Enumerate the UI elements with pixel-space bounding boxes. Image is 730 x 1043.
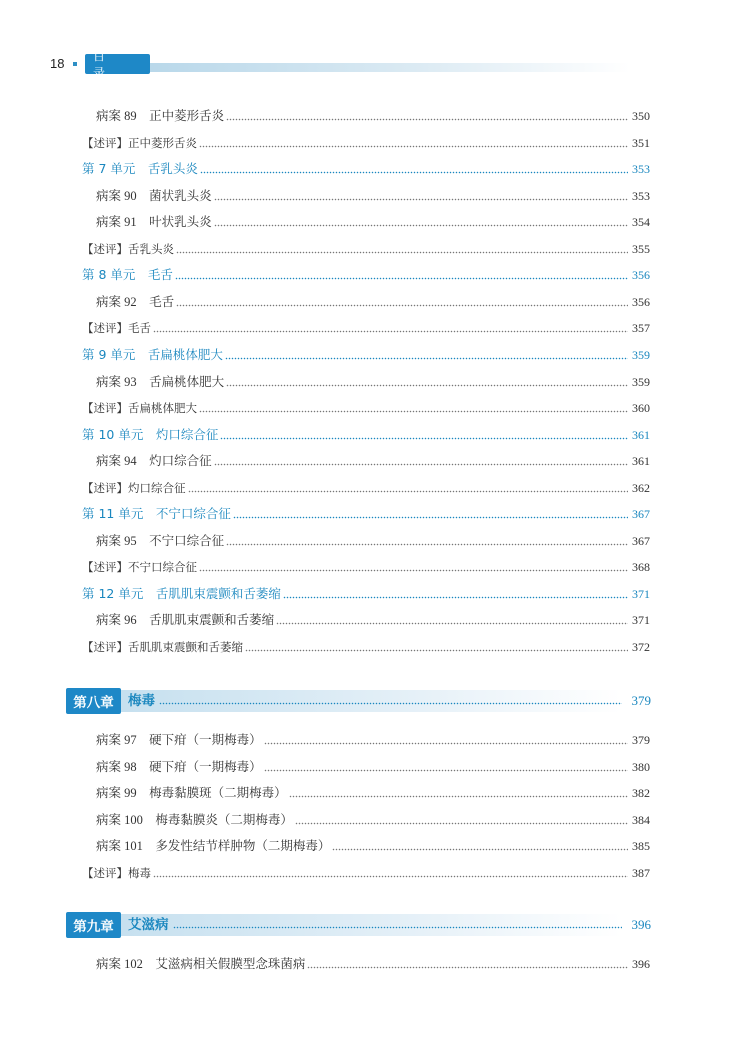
entry-label: 【述评】毛舌 bbox=[82, 321, 151, 336]
leader-dots bbox=[332, 836, 628, 856]
entry-label bbox=[96, 212, 212, 232]
chapter-badge: 第九章 bbox=[66, 912, 121, 938]
toc-case-entry[interactable] bbox=[0, 212, 730, 232]
case-title: 舌肌肌束震颤和舌萎缩 bbox=[149, 612, 275, 628]
page-ref: 356 bbox=[632, 268, 650, 283]
chapter-badge: 第八章 bbox=[66, 688, 121, 714]
leader-dots bbox=[214, 212, 628, 232]
entry-label: 【述评】灼口综合征 bbox=[82, 480, 186, 495]
entry-label bbox=[96, 810, 293, 830]
chapter-title: 艾滋病 bbox=[128, 917, 169, 933]
case-number: 病案 98 bbox=[96, 759, 137, 774]
leader-dots bbox=[276, 610, 628, 630]
toc-unit-entry[interactable] bbox=[0, 159, 730, 179]
leader-dots bbox=[199, 557, 628, 577]
page-ref: 353 bbox=[632, 162, 650, 177]
toc-unit-entry[interactable] bbox=[0, 345, 730, 365]
leader-dots bbox=[220, 425, 628, 445]
leader-dots bbox=[226, 372, 628, 392]
entry-label: 第 12 单元 舌肌肌束震颤和舌萎缩 bbox=[82, 585, 281, 601]
leader-dots bbox=[153, 863, 628, 883]
page-ref: 359 bbox=[632, 374, 650, 389]
page-ref: 371 bbox=[632, 613, 650, 628]
leader-dots bbox=[199, 398, 628, 418]
toc-unit-entry[interactable] bbox=[0, 425, 730, 445]
chapter-title: 梅毒 bbox=[128, 693, 155, 709]
entry-label: 【述评】正中菱形舌炎 bbox=[82, 135, 197, 150]
leader-dots bbox=[225, 345, 628, 365]
case-title: 多发性结节样肿物（二期梅毒） bbox=[155, 838, 331, 853]
page-ref: 367 bbox=[632, 507, 650, 522]
leader-dots bbox=[200, 159, 628, 179]
chapter-header[interactable] bbox=[66, 912, 651, 938]
entry-label bbox=[96, 531, 224, 551]
leader-dots bbox=[214, 186, 628, 206]
page-ref: 357 bbox=[632, 321, 650, 336]
page-ref: 372 bbox=[632, 640, 650, 654]
toc-case-entry[interactable] bbox=[0, 106, 730, 126]
page-ref: 382 bbox=[632, 786, 650, 800]
page-ref: 396 bbox=[632, 957, 650, 971]
toc-review-entry[interactable] bbox=[0, 133, 730, 153]
toc-case-entry[interactable] bbox=[0, 186, 730, 206]
entry-label bbox=[96, 186, 212, 206]
page-ref: 385 bbox=[632, 839, 650, 853]
page-ref: 367 bbox=[632, 533, 650, 548]
case-title: 正中菱形舌炎 bbox=[149, 108, 225, 123]
page-ref: 354 bbox=[632, 215, 650, 230]
entry-label: 【述评】舌乳头炎 bbox=[82, 241, 174, 256]
leader-dots bbox=[233, 504, 628, 524]
toc-unit-entry[interactable] bbox=[0, 584, 730, 604]
leader-dots bbox=[226, 531, 628, 551]
case-title: 梅毒黏膜炎（二期梅毒） bbox=[155, 811, 293, 827]
toc-unit-entry[interactable] bbox=[0, 504, 730, 524]
case-title: 硬下疳（一期梅毒） bbox=[149, 758, 262, 774]
header-dot bbox=[73, 62, 77, 66]
page-header bbox=[0, 49, 730, 80]
entry-label: 第 11 单元 不宁口综合征 bbox=[82, 506, 231, 522]
page-ref: 360 bbox=[632, 401, 650, 416]
page-ref: 351 bbox=[632, 135, 650, 150]
entry-label bbox=[96, 783, 287, 803]
page-ref: 361 bbox=[632, 454, 650, 469]
toc-case-entry[interactable] bbox=[0, 757, 730, 777]
toc-case-entry[interactable] bbox=[0, 783, 730, 803]
case-number: 病案 101 bbox=[96, 839, 143, 853]
leader-dots bbox=[176, 239, 628, 259]
case-number: 病案 99 bbox=[96, 786, 137, 800]
entry-label bbox=[96, 954, 305, 974]
toc-review-entry[interactable] bbox=[0, 398, 730, 418]
entry-label bbox=[96, 292, 174, 312]
case-title: 不宁口综合征 bbox=[149, 532, 225, 548]
page-ref: 371 bbox=[632, 586, 650, 601]
toc-review-entry[interactable] bbox=[0, 557, 730, 577]
page-ref: 379 bbox=[632, 733, 650, 747]
toc-review-entry[interactable] bbox=[0, 863, 730, 883]
leader-dots bbox=[199, 133, 628, 153]
entry-label: 第 7 单元 舌乳头炎 bbox=[82, 161, 198, 177]
entry-label: 【述评】舌肌肌束震颤和舌萎缩 bbox=[82, 640, 243, 654]
case-title: 灼口综合征 bbox=[149, 453, 212, 469]
chapter-page-ref: 379 bbox=[631, 693, 651, 708]
toc-review-entry[interactable] bbox=[0, 239, 730, 259]
entry-label: 【述评】舌扁桃体肥大 bbox=[82, 401, 197, 416]
page-ref: 384 bbox=[632, 812, 650, 827]
entry-label bbox=[96, 730, 262, 750]
case-number: 病案 96 bbox=[96, 613, 137, 628]
case-number: 病案 93 bbox=[96, 374, 137, 389]
entry-label bbox=[96, 610, 274, 630]
leader-dots bbox=[153, 318, 628, 338]
entry-label: 第 9 单元 舌扁桃体肥大 bbox=[82, 346, 223, 362]
chapter-page-ref: 396 bbox=[631, 917, 651, 932]
case-number: 病案 91 bbox=[96, 215, 137, 230]
case-number: 病案 89 bbox=[96, 109, 137, 123]
entry-label bbox=[96, 836, 330, 856]
header-decor-bar bbox=[150, 63, 630, 72]
entry-label: 【述评】梅毒 bbox=[82, 865, 151, 880]
case-number: 病案 95 bbox=[96, 533, 137, 548]
case-title: 硬下疳（一期梅毒） bbox=[149, 732, 262, 747]
toc-unit-entry[interactable] bbox=[0, 265, 730, 285]
case-number: 病案 102 bbox=[96, 957, 143, 971]
page-ref: 362 bbox=[632, 480, 650, 495]
leader-dots bbox=[289, 783, 628, 803]
page-ref: 353 bbox=[632, 188, 650, 203]
case-number: 病案 94 bbox=[96, 454, 137, 469]
case-title: 艾滋病相关假膜型念珠菌病 bbox=[155, 956, 306, 971]
leader-dots bbox=[159, 688, 622, 714]
leader-dots bbox=[214, 451, 628, 471]
leader-dots bbox=[264, 730, 628, 750]
toc-review-entry[interactable] bbox=[0, 478, 730, 498]
toc-case-entry[interactable] bbox=[0, 954, 730, 974]
case-number: 病案 97 bbox=[96, 733, 137, 747]
toc-case-entry[interactable] bbox=[0, 292, 730, 312]
entry-label: 【述评】不宁口综合征 bbox=[82, 560, 197, 575]
entry-label: 第 10 单元 灼口综合征 bbox=[82, 426, 219, 442]
entry-label: 第 8 单元 毛舌 bbox=[82, 267, 173, 283]
toc-case-entry[interactable] bbox=[0, 810, 730, 830]
toc-review-entry[interactable] bbox=[0, 637, 730, 657]
leader-dots bbox=[226, 106, 628, 126]
leader-dots bbox=[264, 757, 628, 777]
leader-dots bbox=[295, 810, 628, 830]
page-number: 18 bbox=[50, 56, 65, 71]
leader-dots bbox=[176, 292, 628, 312]
page-ref: 380 bbox=[632, 759, 650, 774]
page-ref: 350 bbox=[632, 109, 650, 123]
toc-case-entry[interactable] bbox=[0, 372, 730, 392]
case-number: 病案 90 bbox=[96, 188, 137, 203]
leader-dots bbox=[307, 954, 628, 974]
entry-label bbox=[96, 372, 224, 392]
entry-label bbox=[96, 757, 262, 777]
case-number: 病案 100 bbox=[96, 812, 143, 827]
page-ref: 387 bbox=[632, 865, 650, 880]
toc-case-entry[interactable] bbox=[0, 610, 730, 630]
leader-dots bbox=[283, 584, 628, 604]
toc-review-entry[interactable] bbox=[0, 318, 730, 338]
entry-label bbox=[96, 451, 212, 471]
toc-case-entry[interactable] bbox=[0, 730, 730, 750]
page-ref: 368 bbox=[632, 560, 650, 575]
leader-dots bbox=[173, 912, 622, 938]
page-ref: 355 bbox=[632, 241, 650, 256]
entry-label bbox=[96, 106, 224, 126]
case-title: 梅毒黏膜斑（二期梅毒） bbox=[149, 785, 287, 800]
page-ref: 361 bbox=[632, 427, 650, 442]
leader-dots bbox=[245, 637, 628, 657]
case-title: 菌状乳头炎 bbox=[149, 187, 212, 203]
case-number: 病案 92 bbox=[96, 294, 137, 309]
case-title: 叶状乳头炎 bbox=[149, 214, 212, 230]
leader-dots bbox=[175, 265, 628, 285]
page-ref: 356 bbox=[632, 294, 650, 309]
case-title: 舌扁桃体肥大 bbox=[149, 373, 225, 389]
toc-section-badge: 目 录 bbox=[85, 54, 150, 74]
toc-case-entry[interactable] bbox=[0, 531, 730, 551]
toc-case-entry[interactable] bbox=[0, 836, 730, 856]
case-title: 毛舌 bbox=[149, 293, 175, 309]
toc-case-entry[interactable] bbox=[0, 451, 730, 471]
chapter-header[interactable] bbox=[66, 688, 651, 714]
page-ref: 359 bbox=[632, 347, 650, 362]
leader-dots bbox=[188, 478, 628, 498]
